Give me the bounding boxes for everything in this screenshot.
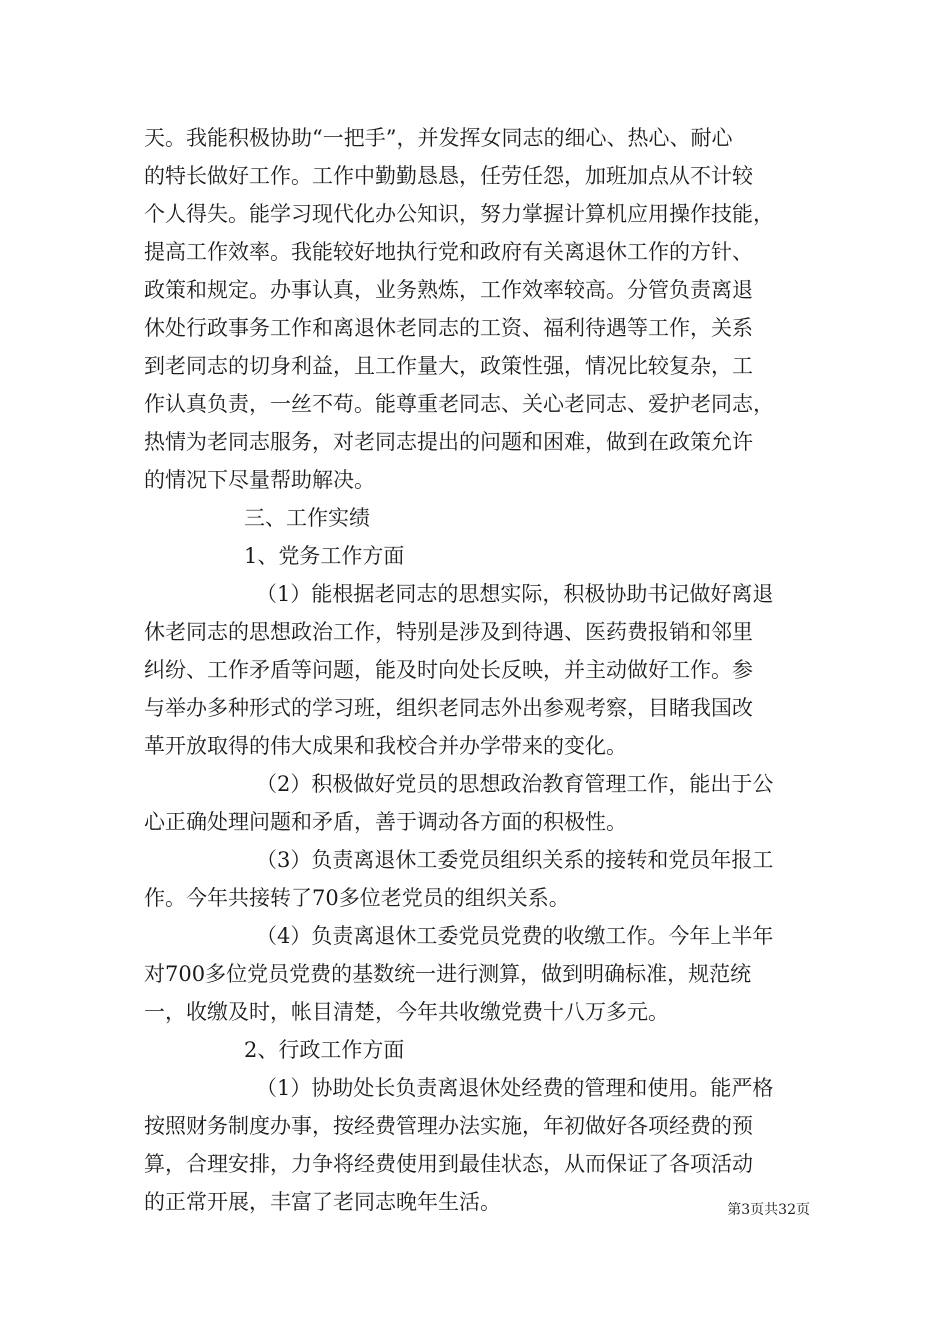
text-line: 到老同志的切身利益，且工作量大，政策性强，情况比较复杂，工 (144, 354, 753, 378)
text-line: 休老同志的思想政治工作，特别是涉及到待遇、医药费报销和邻里 (144, 620, 753, 644)
text-line: 按照财务制度办事，按经费管理办法实施，年初做好各项经费的预 (144, 1114, 753, 1138)
text-line: （1）协助处长负责离退休处经费的管理和使用。能严格 (256, 1076, 774, 1100)
text-line: 革开放取得的伟大成果和我校合并办学带来的变化。 (144, 734, 627, 758)
text-line: 算，合理安排，力争将经费使用到最佳状态，从而保证了各项活动 (144, 1152, 753, 1176)
text-line: 与举办多种形式的学习班，组织老同志外出参观考察，目睹我国改 (144, 696, 753, 720)
text-line: 一，收缴及时，帐目清楚，今年共收缴党费十八万多元。 (144, 1000, 669, 1024)
text-line: （3）负责离退休工委党员组织关系的接转和党员年报工 (256, 848, 774, 872)
text-line: 心正确处理问题和矛盾，善于调动各方面的积极性。 (144, 810, 627, 834)
text-line: 提高工作效率。我能较好地执行党和政府有关离退休工作的方针、 (144, 240, 753, 264)
text-line: 政策和规定。办事认真，业务熟炼，工作效率较高。分管负责离退 (144, 278, 753, 302)
text-line: 个人得失。能学习现代化办公知识，努力掌握计算机应用操作技能， (144, 202, 774, 226)
text-line: （4）负责离退休工委党员党费的收缴工作。今年上半年 (256, 924, 774, 948)
text-line: 休处行政事务工作和离退休老同志的工资、福利待遇等工作，关系 (144, 316, 753, 340)
page-number: 第3页共32页 (727, 1202, 810, 1218)
text-line: 的正常开展，丰富了老同志晚年生活。 (144, 1190, 501, 1214)
text-line: 的特长做好工作。工作中勤勤恳恳，任劳任怨，加班加点从不计较 (144, 164, 753, 188)
text-line: （1）能根据老同志的思想实际，积极协助书记做好离退 (256, 582, 774, 606)
text-line: 对700多位党员党费的基数统一进行测算，做到明确标准，规范统 (144, 962, 752, 986)
section-heading: 三、工作实绩 (244, 506, 370, 530)
text-line: 纠纷、工作矛盾等问题，能及时向处长反映，并主动做好工作。参 (144, 658, 753, 682)
body-text (144, 119, 816, 1221)
text-line: 热情为老同志服务，对老同志提出的问题和困难，做到在政策允许 (144, 430, 753, 454)
text-line: （2）积极做好党员的思想政治教育管理工作，能出于公 (256, 772, 774, 796)
subsection-heading: 2、行政工作方面 (244, 1038, 405, 1062)
text-line: 的情况下尽量帮助解决。 (144, 468, 375, 492)
text-line: 作认真负责，一丝不苟。能尊重老同志、关心老同志、爱护老同志， (144, 392, 774, 416)
text-line: 天。我能积极协助“一把手”，并发挥女同志的细心、热心、耐心 (144, 126, 733, 150)
subsection-heading: 1、党务工作方面 (244, 544, 405, 568)
text-line: 作。今年共接转了70多位老党员的组织关系。 (144, 886, 570, 910)
